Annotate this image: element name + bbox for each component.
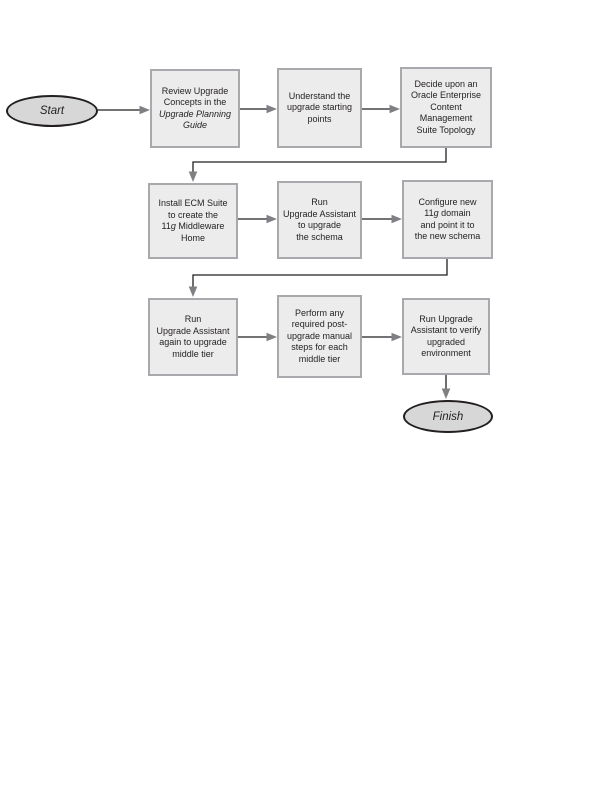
arrowhead-right-icon: [267, 333, 278, 342]
box-line: Run: [184, 314, 202, 324]
box-line: to create the: [167, 209, 219, 220]
box-line: points: [307, 113, 332, 124]
arrowhead-down-icon: [189, 172, 198, 183]
box-line: to upgrade: [297, 220, 342, 230]
arrowhead-right-icon: [392, 333, 403, 342]
arrowhead-right-icon: [390, 105, 401, 114]
connector-box3-to-box4: [189, 148, 446, 182]
box-line: Run Upgrade: [419, 313, 473, 324]
box-line: middle tier: [298, 353, 341, 364]
box-line: Upgrade Assistant: [156, 325, 230, 336]
arrowhead-down-icon: [189, 287, 198, 298]
arrowhead-down-icon: [442, 389, 451, 400]
box-line: Suite Topology: [416, 124, 476, 135]
box-line: Install ECM Suite: [158, 198, 228, 208]
box-line: Upgrade Planning: [158, 108, 232, 119]
box-line: Review Upgrade: [161, 85, 229, 96]
box-run-ua-verify-environment: [402, 298, 490, 375]
box-line: 11g domain: [424, 208, 471, 218]
box-line: Oracle Enterprise: [410, 90, 482, 101]
box-line: the new schema: [414, 231, 481, 241]
box-line: Configure new: [418, 196, 477, 207]
connector-start-to-box1: [98, 106, 150, 115]
start-label: Start: [39, 105, 65, 117]
box-review-upgrade-concepts: [150, 69, 240, 148]
box-configure-new-domain: [402, 180, 493, 259]
arrowhead-right-icon: [392, 215, 403, 224]
box-line: Decide upon an: [414, 78, 478, 89]
box-line: environment: [421, 348, 471, 358]
start-node: [6, 95, 98, 127]
connector-box9-to-finish: [442, 375, 451, 399]
box-line: 11g Middleware: [161, 221, 225, 231]
box-line: Perform any: [294, 307, 345, 318]
box-post-upgrade-manual-steps: [277, 295, 362, 378]
arrowhead-right-icon: [267, 105, 278, 114]
box-line: and point it to: [420, 219, 475, 230]
connector-box2-to-box3: [362, 105, 400, 114]
box-line: Content: [430, 101, 462, 112]
box-line: upgrade manual: [286, 330, 353, 341]
connector-box4-to-box5: [238, 215, 277, 224]
box-line: again to upgrade: [159, 337, 227, 347]
box-install-ecm-suite: [148, 183, 238, 259]
box-line: Run: [311, 197, 328, 207]
connector-box5-to-box6: [362, 215, 402, 224]
box-line: Understand the: [288, 90, 351, 101]
box-line: Upgrade Assistant: [282, 208, 357, 219]
box-line: the schema: [296, 231, 343, 242]
arrowhead-right-icon: [140, 106, 151, 115]
finish-label: Finish: [432, 410, 464, 423]
box-line: Home: [180, 232, 205, 243]
box-line: required post-: [291, 319, 348, 330]
box-line: upgrade starting: [286, 102, 353, 113]
finish-node: [403, 400, 493, 433]
box-line: middle tier: [172, 348, 214, 359]
connector-box7-to-box8: [238, 333, 277, 342]
box-understand-starting-points: [277, 68, 362, 148]
box-line: Concepts in the: [163, 97, 227, 107]
box-run-ua-middle-tier: [148, 298, 238, 376]
connector-box8-to-box9: [362, 333, 402, 342]
box-decide-topology: [400, 67, 492, 148]
box-line: Guide: [182, 120, 208, 130]
box-run-ua-upgrade-schema: [277, 181, 362, 259]
box-line: Management: [419, 113, 473, 124]
arrowhead-right-icon: [267, 215, 278, 224]
box-line: steps for each: [291, 342, 348, 353]
box-line: upgraded: [426, 336, 466, 347]
connector-box6-to-box7: [189, 259, 447, 297]
box-line: Assistant to verify: [410, 325, 482, 335]
connector-box1-to-box2: [240, 105, 277, 114]
